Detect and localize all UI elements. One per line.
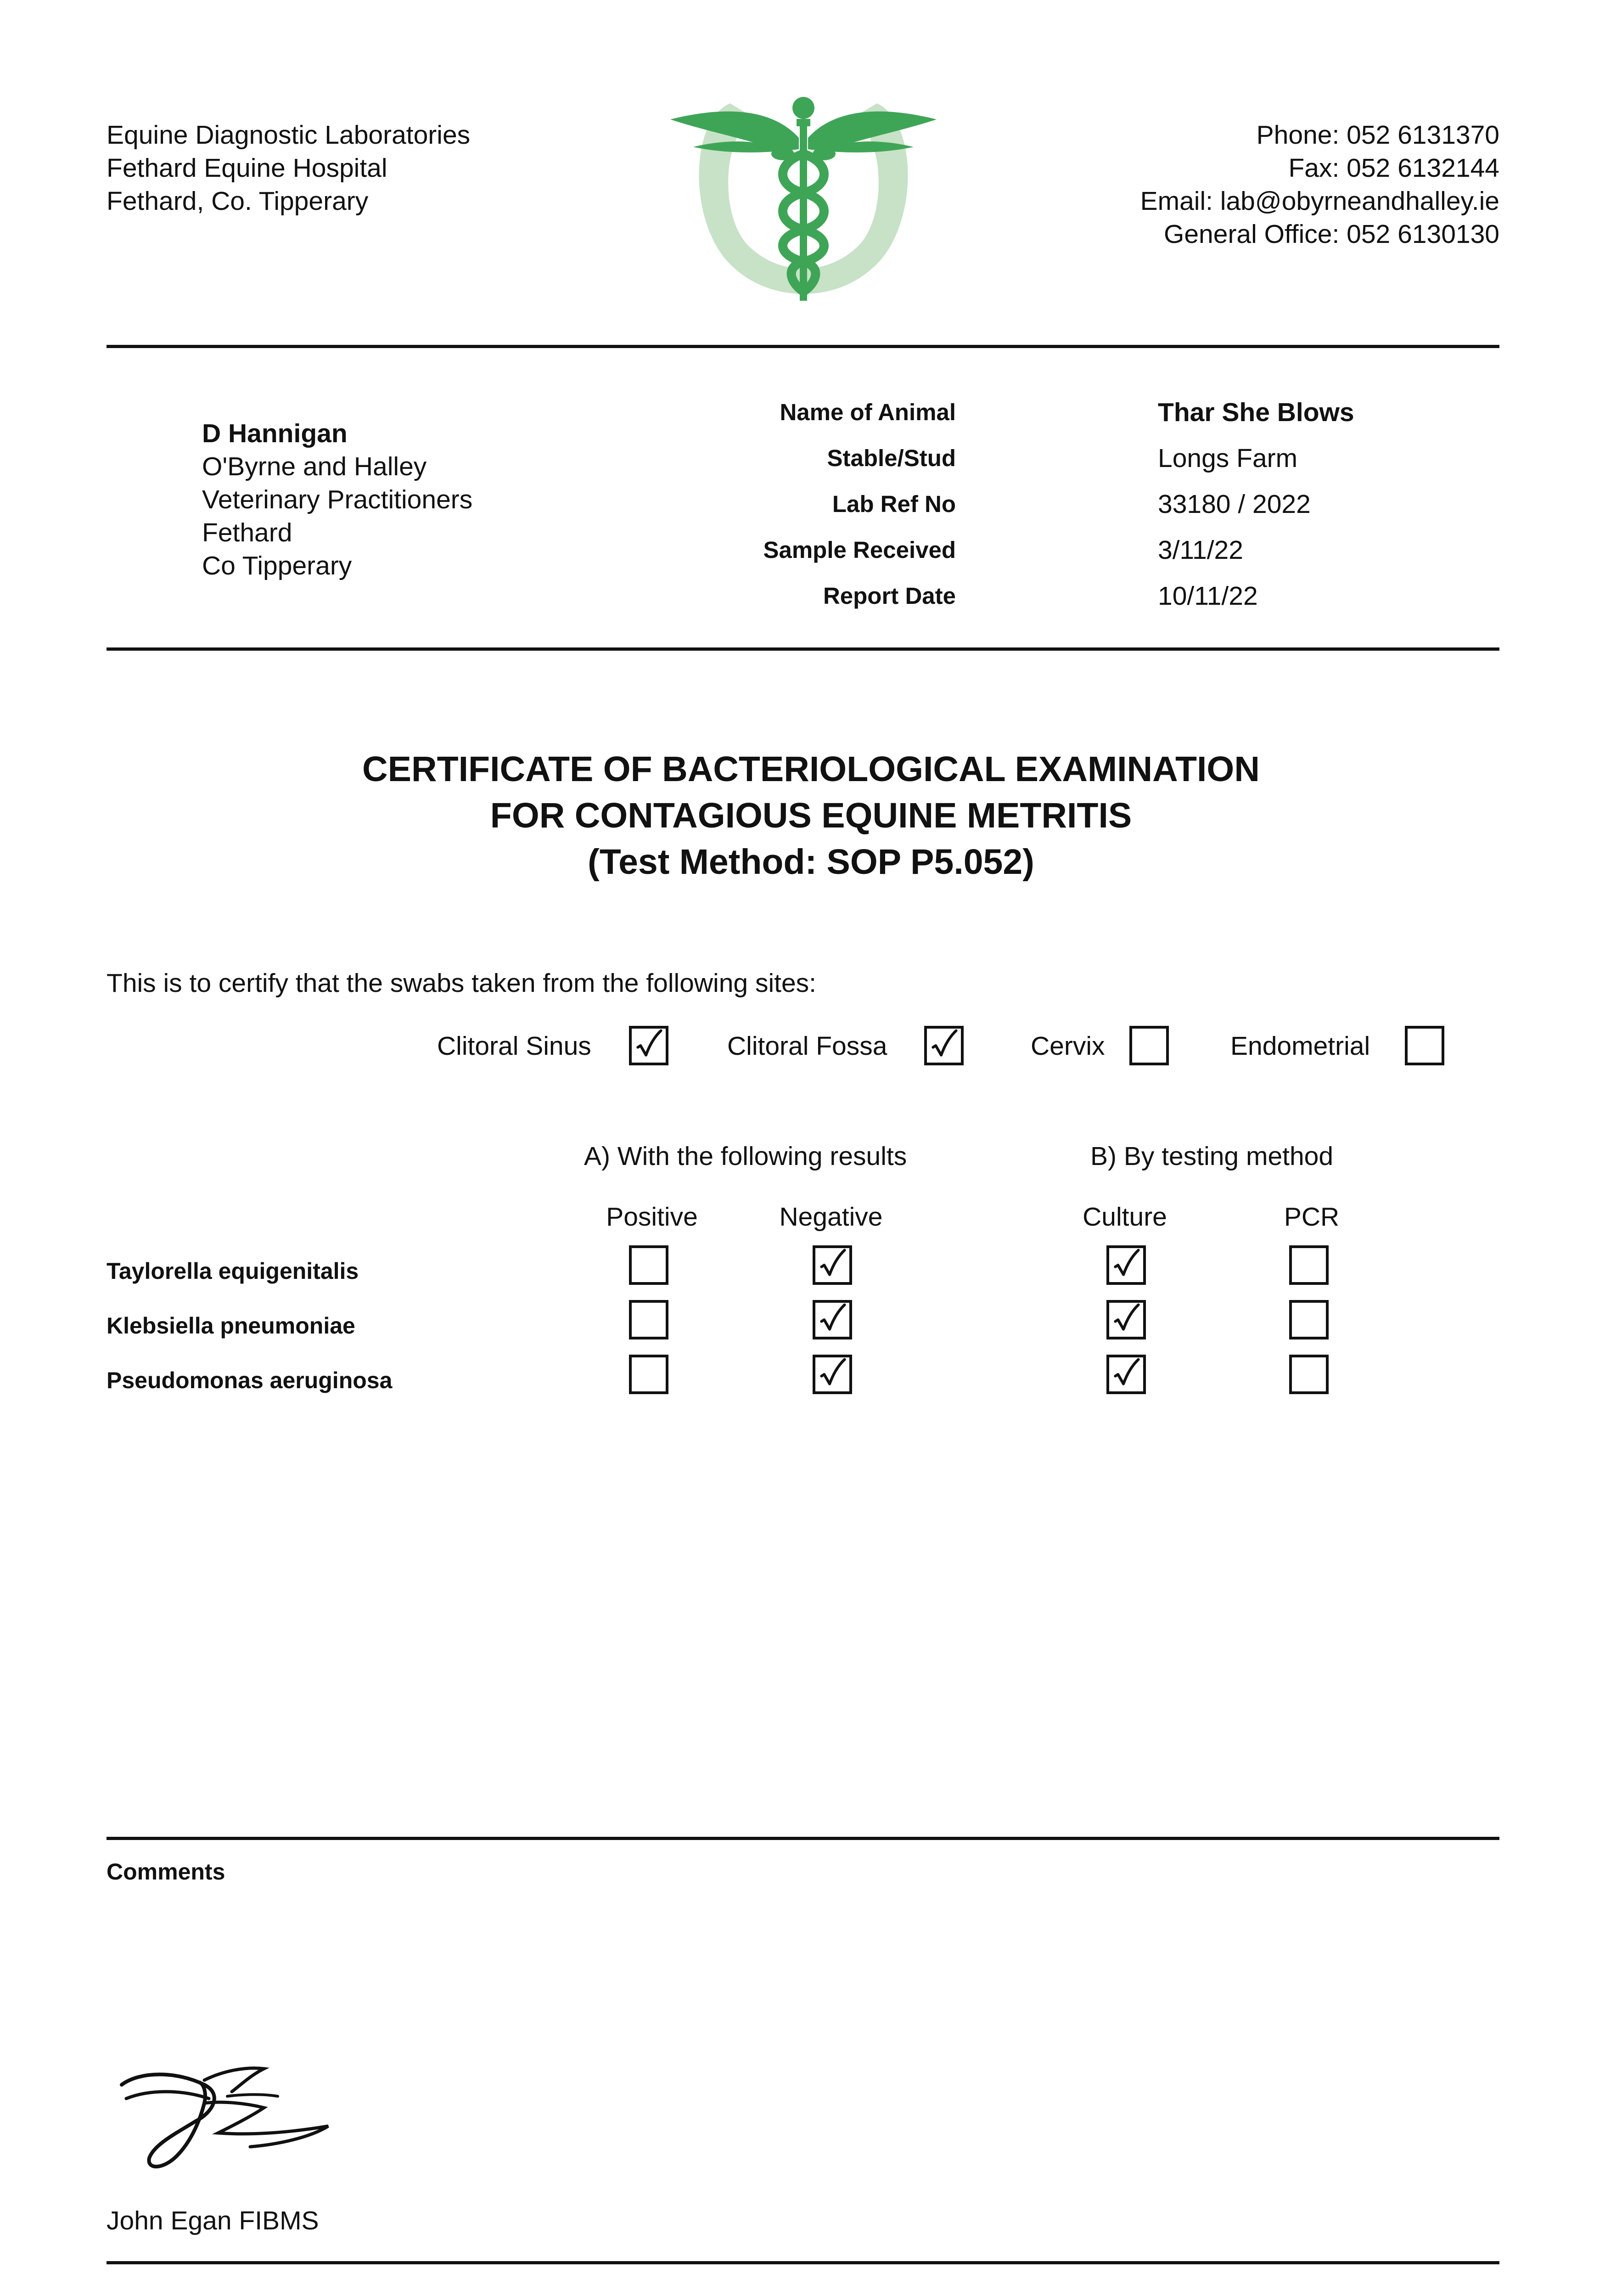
- info-row-sample-received: [725, 527, 1414, 573]
- info-label: Name of Animal: [780, 399, 956, 425]
- site-label-clitoral-sinus: Clitoral Sinus: [437, 1031, 591, 1061]
- info-label: Report Date: [823, 583, 956, 609]
- site-label-clitoral-fossa: Clitoral Fossa: [727, 1031, 887, 1061]
- contact-details: [1140, 118, 1499, 251]
- method-heading: B) By testing method: [1090, 1142, 1334, 1171]
- info-row-lab-ref: [725, 481, 1414, 527]
- column-culture: Culture: [1083, 1202, 1167, 1232]
- site-checkbox-endometrial[interactable]: [1405, 1026, 1444, 1065]
- title-line: FOR CONTAGIOUS EQUINE METRITIS: [490, 796, 1132, 835]
- checkmark-icon: [815, 1303, 849, 1337]
- organism-name: Taylorella equigenitalis: [107, 1258, 359, 1284]
- certify-text: This is to certify that the swabs taken from the following sites:: [107, 968, 816, 998]
- lab-location: Fethard, Co. Tipperary: [107, 186, 369, 216]
- sample-received-value: 3/11/22: [1158, 535, 1243, 565]
- divider-bottom: [107, 2261, 1499, 2264]
- method-checkbox-pcr[interactable]: [1289, 1245, 1329, 1285]
- general-office: General Office: 052 6130130: [1164, 219, 1499, 249]
- signatory-name: John Egan FIBMS: [107, 2206, 319, 2235]
- result-checkbox-negative[interactable]: [813, 1300, 852, 1339]
- recipient-name: D Hannigan: [202, 419, 348, 448]
- certificate-title: [0, 746, 1622, 885]
- divider-info: [107, 647, 1499, 651]
- info-label: Sample Received: [763, 537, 956, 563]
- recipient-line: Co Tipperary: [202, 551, 352, 580]
- report-date-value: 10/11/22: [1158, 581, 1258, 611]
- organism-name: Klebsiella pneumoniae: [107, 1313, 355, 1339]
- divider-top: [107, 345, 1499, 348]
- method-checkbox-culture[interactable]: [1106, 1245, 1146, 1285]
- column-positive: Positive: [606, 1202, 698, 1232]
- info-row-stable: [725, 435, 1414, 481]
- lab-address: [107, 118, 470, 218]
- result-checkbox-positive[interactable]: [629, 1355, 668, 1394]
- comments-label: Comments: [107, 1859, 225, 1885]
- recipient-line: Veterinary Practitioners: [202, 485, 473, 514]
- column-negative: Negative: [779, 1202, 883, 1232]
- animal-name: Thar She Blows: [1158, 398, 1354, 427]
- caduceus-horseshoe-icon: [661, 85, 946, 315]
- lab-ref-value: 33180 / 2022: [1158, 490, 1311, 519]
- site-checkbox-clitoral-fossa[interactable]: [924, 1026, 964, 1065]
- handwritten-signature-icon: [112, 2057, 342, 2177]
- method-checkbox-pcr[interactable]: [1289, 1355, 1329, 1394]
- info-label: Stable/Stud: [827, 445, 956, 471]
- info-label: Lab Ref No: [832, 491, 956, 517]
- phone: Phone: 052 6131370: [1256, 120, 1499, 150]
- checkmark-icon: [815, 1248, 849, 1282]
- lab-name: Equine Diagnostic Laboratories: [107, 120, 471, 150]
- result-checkbox-positive[interactable]: [629, 1245, 668, 1285]
- site-label-cervix: Cervix: [1031, 1031, 1105, 1061]
- site-checkbox-cervix[interactable]: [1129, 1026, 1169, 1065]
- recipient-address: [202, 417, 472, 582]
- result-checkbox-negative[interactable]: [813, 1245, 852, 1285]
- checkmark-icon: [927, 1029, 961, 1063]
- site-label-endometrial: Endometrial: [1230, 1031, 1370, 1061]
- fax: Fax: 052 6132144: [1288, 153, 1499, 183]
- checkmark-icon: [815, 1357, 849, 1391]
- results-heading: A) With the following results: [584, 1142, 907, 1171]
- info-row-report-date: [725, 573, 1414, 619]
- site-checkbox-clitoral-sinus[interactable]: [629, 1026, 668, 1065]
- checkmark-icon: [1109, 1248, 1143, 1282]
- title-line: CERTIFICATE OF BACTERIOLOGICAL EXAMINATION: [362, 749, 1260, 789]
- method-checkbox-culture[interactable]: [1106, 1355, 1146, 1394]
- checkmark-icon: [632, 1029, 666, 1063]
- result-checkbox-negative[interactable]: [813, 1355, 852, 1394]
- method-checkbox-pcr[interactable]: [1289, 1300, 1329, 1339]
- info-row-animal-name: [725, 389, 1414, 435]
- email: Email: lab@obyrneandhalley.ie: [1140, 186, 1499, 216]
- method-checkbox-culture[interactable]: [1106, 1300, 1146, 1339]
- recipient-line: Fethard: [202, 518, 292, 547]
- divider-comments: [107, 1837, 1499, 1840]
- lab-hospital: Fethard Equine Hospital: [107, 153, 387, 183]
- result-checkbox-positive[interactable]: [629, 1300, 668, 1339]
- checkmark-icon: [1109, 1303, 1143, 1337]
- organism-name: Pseudomonas aeruginosa: [107, 1367, 393, 1393]
- column-pcr: PCR: [1284, 1202, 1340, 1232]
- checkmark-icon: [1109, 1357, 1143, 1391]
- title-line: (Test Method: SOP P5.052): [588, 842, 1034, 882]
- stable-value: Longs Farm: [1158, 444, 1298, 473]
- recipient-line: O'Byrne and Halley: [202, 452, 427, 481]
